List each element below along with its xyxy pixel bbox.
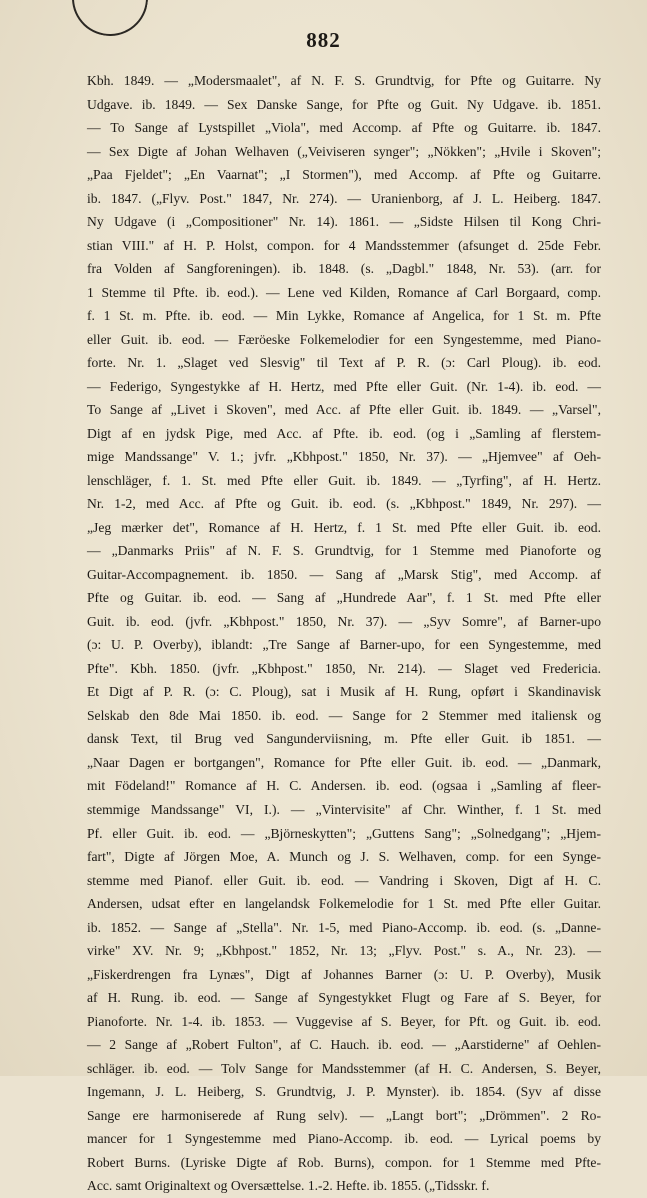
text-line: dansk Text, til Brug ved Sangunderviisning, m. Pfte eller Guit. ib 1851. — xyxy=(87,731,601,747)
text-line: Robert Burns. (Lyriske Digte af Rob. Burns), compon. for 1 Stemme med Pfte- xyxy=(87,1154,601,1170)
text-line: To Sange af „Livet i Skoven", med Acc. af Pfte eller Guit. ib. 1849. — „Varsel", xyxy=(87,402,601,418)
text-line: lenschläger, f. 1. St. med Pfte eller Guit. ib. 1849. — „Tyrfing", af H. Hertz. xyxy=(87,472,601,488)
text-line: Pfte og Guitar. ib. eod. — Sang af „Hundrede Aar", f. 1 St. med Pfte eller xyxy=(87,590,601,606)
text-line: — Sex Digte af Johan Welhaven („Veiviseren synger"; „Nökken"; „Hvile i Skoven"; xyxy=(87,143,601,159)
text-line: — To Sange af Lystspillet „Viola", med Accomp. af Pfte og Guitarre. ib. 1847. xyxy=(87,120,601,136)
text-line: Nr. 1-2, med Acc. af Pfte og Guit. ib. eod. (s. „Kbhpost." 1849, Nr. 297). — xyxy=(87,496,601,512)
text-line: Acc. samt Originaltext og Oversættelse. 1.-2. Hefte. ib. 1855. („Tidsskr. f. xyxy=(87,1178,490,1194)
text-line: (ɔ: U. P. Overby), iblandt: „Tre Sange af Barner-upo, for een Syngestemme, med xyxy=(87,637,601,653)
text-line: „Naar Dagen er bortgangen", Romance for Pfte eller Guit. ib. eod. — „Danmark, xyxy=(87,754,601,770)
page-number: 882 xyxy=(306,28,341,52)
text-line: stemmige Mandssange" VI, I.). — „Vintervisite" af Chr. Winther, f. 1 St. med xyxy=(87,801,601,817)
text-line: Sange ere harmoniserede af Rung selv). — „Langt bort"; „Drömmen". 2 Ro- xyxy=(87,1107,601,1123)
text-line: stian VIII." af H. P. Holst, compon. for 4 Mandsstemmer (afsunget d. 25de Febr. xyxy=(87,237,601,253)
text-line: mancer for 1 Syngestemme med Piano-Accomp. ib. eod. — Lyrical poems by xyxy=(87,1131,601,1147)
text-line: „Fiskerdrengen fra Lynæs", Digt af Johannes Barner (ɔ: U. P. Overby), Musik xyxy=(87,966,601,982)
text-line: mige Mandssange" V. 1.; jvfr. „Kbhpost." 1850, Nr. 37). — „Hjemvee" af Oeh- xyxy=(87,449,601,465)
text-line: Andersen, udsat efter en langelandsk Folkemelodie for 1 St. med Pfte eller Guitar. xyxy=(87,896,601,912)
text-line: eller Guit. ib. eod. — Færöeske Folkemelodier for een Syngestemme, med Piano- xyxy=(87,331,601,347)
text-line: — 2 Sange af „Robert Fulton", af C. Hauch. ib. eod. — „Aarstiderne" af Oehlen- xyxy=(87,1037,601,1053)
text-line: Udgave. ib. 1849. — Sex Danske Sange, for Pfte og Guit. Ny Udgave. ib. 1851. xyxy=(87,96,601,112)
text-line: Pfte". Kbh. 1850. (jvfr. „Kbhpost." 1850, Nr. 214). — Slaget ved Fredericia. xyxy=(87,660,601,676)
text-line: fart", Digte af Jörgen Moe, A. Munch og J. S. Welhaven, comp. for een Synge- xyxy=(87,849,601,865)
bibliography-text xyxy=(87,69,601,1198)
text-line: f. 1 St. m. Pfte. ib. eod. — Min Lykke, Romance af Angelica, for 1 St. m. Pfte xyxy=(87,308,601,324)
text-line: forte. Nr. 1. „Slaget ved Slesvig" til Text af P. R. (ɔ: Carl Ploug). ib. eod. xyxy=(87,355,601,371)
text-line: Ny Udgave (i „Compositioner" Nr. 14). 1861. — „Sidste Hilsen til Kong Chri- xyxy=(87,214,601,230)
text-line: mit Födeland!" Romance af H. C. Andersen. ib. eod. (ogsaa i „Samling af fleer- xyxy=(87,778,601,794)
text-line: Selskab den 8de Mai 1850. ib. eod. — Sange for 2 Stemmer med italiensk og xyxy=(87,707,601,723)
text-line: ib. 1852. — Sange af „Stella". Nr. 1-5, med Piano-Accomp. ib. eod. (s. „Danne- xyxy=(87,919,601,935)
text-line: 1 Stemme til Pfte. ib. eod.). — Lene ved Kilden, Romance af Carl Borgaard, comp. xyxy=(87,284,601,300)
text-line: schläger. ib. eod. — Tolv Sange for Mandsstemmer (af H. C. Andersen, S. Beyer, xyxy=(87,1060,601,1076)
text-line: stemme med Pianof. eller Guit. ib. eod. — Vandring i Skoven, Digt af H. C. xyxy=(87,872,601,888)
text-line: Digt af en jydsk Pige, med Acc. af Pfte. ib. eod. (og i „Samling af flerstem- xyxy=(87,425,601,441)
text-line: „Jeg mærker det", Romance af H. Hertz, f. 1 St. med Pfte eller Guit. ib. eod. xyxy=(87,519,601,535)
text-line: virke" XV. Nr. 9; „Kbhpost." 1852, Nr. 13; „Flyv. Post." s. A., Nr. 23). — xyxy=(87,943,601,959)
text-line: Ingemann, J. L. Heiberg, S. Grundtvig, J. P. Mynster). ib. 1854. (Syv af disse xyxy=(87,1084,601,1100)
text-line: „Paa Fjeldet"; „En Vaarnat"; „I Stormen"), med Accomp. af Pfte og Guitarre. xyxy=(87,167,601,183)
text-line: Guit. ib. eod. (jvfr. „Kbhpost." 1850, Nr. 37). — „Syv Somre", af Barner-upo xyxy=(87,613,601,629)
text-line: Pianoforte. Nr. 1-4. ib. 1853. — Vuggevise af S. Beyer, for Pft. og Guit. ib. eod. xyxy=(87,1013,601,1029)
text-line: — „Danmarks Priis" af N. F. S. Grundtvig, for 1 Stemme med Pianoforte og xyxy=(87,543,601,559)
text-line: Guitar-Accompagnement. ib. 1850. — Sang af „Marsk Stig", med Accomp. af xyxy=(87,566,601,582)
text-line: Pf. eller Guit. ib. eod. — „Björneskytten"; „Guttens Sang"; „Solnedgang"; „Hjem- xyxy=(87,825,601,841)
text-line: Et Digt af P. R. (ɔ: C. Ploug), sat i Musik af H. Rung, opført i Skandinavisk xyxy=(87,684,601,700)
text-line: fra Volden af Sangforeningen). ib. 1848. (s. „Dagbl." 1848, Nr. 53). (arr. for xyxy=(87,261,601,277)
text-line: af H. Rung. ib. eod. — Sange af Syngestykket Flugt og Fare af S. Beyer, for xyxy=(87,990,601,1006)
text-line: — Federigo, Syngestykke af H. Hertz, med Pfte eller Guit. (Nr. 1-4). ib. eod. — xyxy=(87,378,601,394)
text-line: ib. 1847. („Flyv. Post." 1847, Nr. 274). — Uranienborg, af J. L. Heiberg. 1847. xyxy=(87,190,601,206)
text-line: Kbh. 1849. — „Modersmaalet", af N. F. S. Grundtvig, for Pfte og Guitarre. Ny xyxy=(87,73,601,88)
